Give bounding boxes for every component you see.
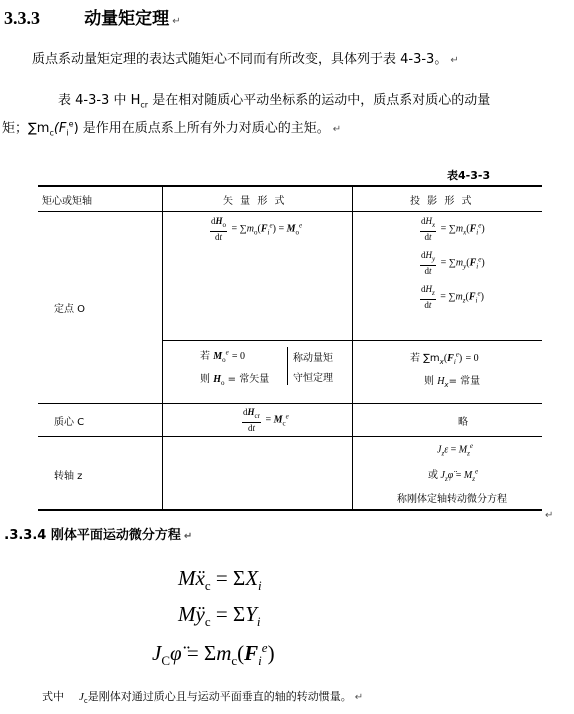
formula-axis-1: $J_z\varepsilon = M_z^e$: [437, 442, 473, 458]
table-row-rule: [38, 403, 542, 404]
formula-proj-y: $\frac{dH_y}{dt}$ = $\sum m_y(F_i^e)$: [421, 250, 485, 276]
table-header-vector: 矢 量 形 式: [223, 196, 287, 207]
proj-then-label: 则: [424, 376, 434, 387]
conservation-label-2: 守恒定理: [293, 373, 333, 384]
proj-if-label: 若 ∑m: [410, 353, 440, 364]
subscript: cr: [140, 100, 149, 110]
table-col-rule: [352, 185, 353, 510]
row-label-axis: 转轴 z: [54, 471, 83, 482]
formula-proj-x: $\frac{dH_x}{dt}$ = $\sum m_x(F_i^e)$: [421, 216, 485, 242]
subscript: i: [66, 128, 69, 138]
brace-rule: [287, 347, 288, 385]
row-label-center-mass: 质心 C: [54, 417, 85, 428]
text-segment: ): [73, 121, 79, 136]
table-bottom-rule: [38, 509, 542, 511]
text-segment: 矩；∑m: [2, 121, 50, 136]
proj-zero: = 0: [465, 353, 479, 364]
table-header-rule: [38, 211, 542, 212]
if-label: 若: [200, 351, 210, 362]
text-segment: 是作用在质点系上所有外力对质心的主矩。: [78, 121, 330, 136]
rigid-body-label: 称刚体定轴转动微分方程: [397, 494, 507, 505]
section-heading: [4, 4, 181, 29]
then-label: 则: [200, 374, 210, 385]
formula-proj-z: $\frac{dH_z}{dt}$ = $\sum m_z(F_i^e)$: [421, 284, 484, 310]
equation-rotation: $J_C\varphï = \Sigma m_c(F_i^e)$: [152, 640, 275, 669]
paragraph-intro-text: 质点系动量矩定理的表达式随矩心不同而有所改变，具体列于表 4-3-3。: [32, 52, 448, 67]
formula-axis-2: 或 $J_z\varphï = M_z^e$: [428, 467, 479, 483]
note-subscript: c: [83, 697, 88, 706]
section2-title: 刚体平面运动微分方程: [50, 528, 181, 543]
paragraph-mark-icon: ↵: [332, 124, 342, 135]
section2-heading: .3.3.4 刚体平面运动微分方程 ↵: [4, 527, 193, 543]
conservation-vector: 若 $M_o^e = 0$ 则 $H_o$ = 常矢量: [200, 348, 270, 387]
section-number: 3.3.3: [4, 8, 40, 28]
row-label-fixed-point: 定点 O: [54, 304, 86, 315]
note-text: 是刚体对通过质心且与运动平面垂直的轴的转动惯量。: [87, 690, 352, 703]
section2-number: 3.3.4: [9, 528, 47, 543]
paragraph-intro: [32, 48, 459, 67]
paragraph-hcr: [58, 89, 490, 110]
omitted-cell: 略: [458, 417, 468, 428]
table-col-rule: [162, 185, 163, 510]
vec-const: = 常矢量: [227, 374, 270, 385]
table-top-rule: [38, 185, 542, 187]
or-label: 或: [428, 470, 438, 481]
note-symbol: J: [79, 691, 84, 703]
formula-vector-o: $\frac{dH_o}{dt}$ = $\sum m_o(F_i^e) = M_o^e$: [211, 216, 303, 242]
conservation-proj: 若 $\sum m_x(F_i^e) = 0$ 则 $H_x=$ 常量: [410, 350, 481, 389]
table-caption: 表4-3-3: [447, 169, 491, 182]
proj-const: = 常量: [448, 376, 481, 387]
equation-x: Mẍ$_c$ = $\Sigma X_i$: [178, 566, 262, 594]
conservation-label-1: 称动量矩: [293, 353, 333, 364]
subscript: c: [49, 128, 54, 138]
formula-vector-c: $\frac{dH_{cr}}{dt}$ = $M_c^e$: [243, 407, 289, 433]
paragraph-mark-icon: ↵: [450, 55, 459, 66]
paragraph-mark-icon: ↵: [545, 510, 554, 521]
text-segment: 表 4-3-3 中 H: [58, 93, 141, 108]
paragraph-mark-icon: ↵: [183, 531, 193, 542]
superscript: e: [68, 119, 74, 129]
equation-y: $Mÿ_c = \Sigma Y_i$: [178, 602, 261, 630]
equation-note: [42, 688, 363, 705]
note-prefix: 式中: [42, 690, 64, 703]
table-header-center: 矩心或矩轴: [42, 196, 92, 207]
paragraph-mark-icon: ↵: [354, 692, 364, 703]
section-title: 动量矩定理: [84, 9, 170, 29]
text-segment: (F: [53, 121, 67, 136]
vec-zero: = 0: [231, 351, 246, 362]
table-row-rule: [38, 436, 542, 437]
conservation-theorem-label: [293, 349, 333, 389]
text-segment: 是在相对随质心平动坐标系的运动中，质点系对质心的动量: [148, 93, 491, 108]
paragraph-mark-icon: ↵: [172, 16, 181, 27]
table-header-projection: 投 影 形 式: [410, 196, 474, 207]
paragraph-moment: [2, 117, 341, 138]
